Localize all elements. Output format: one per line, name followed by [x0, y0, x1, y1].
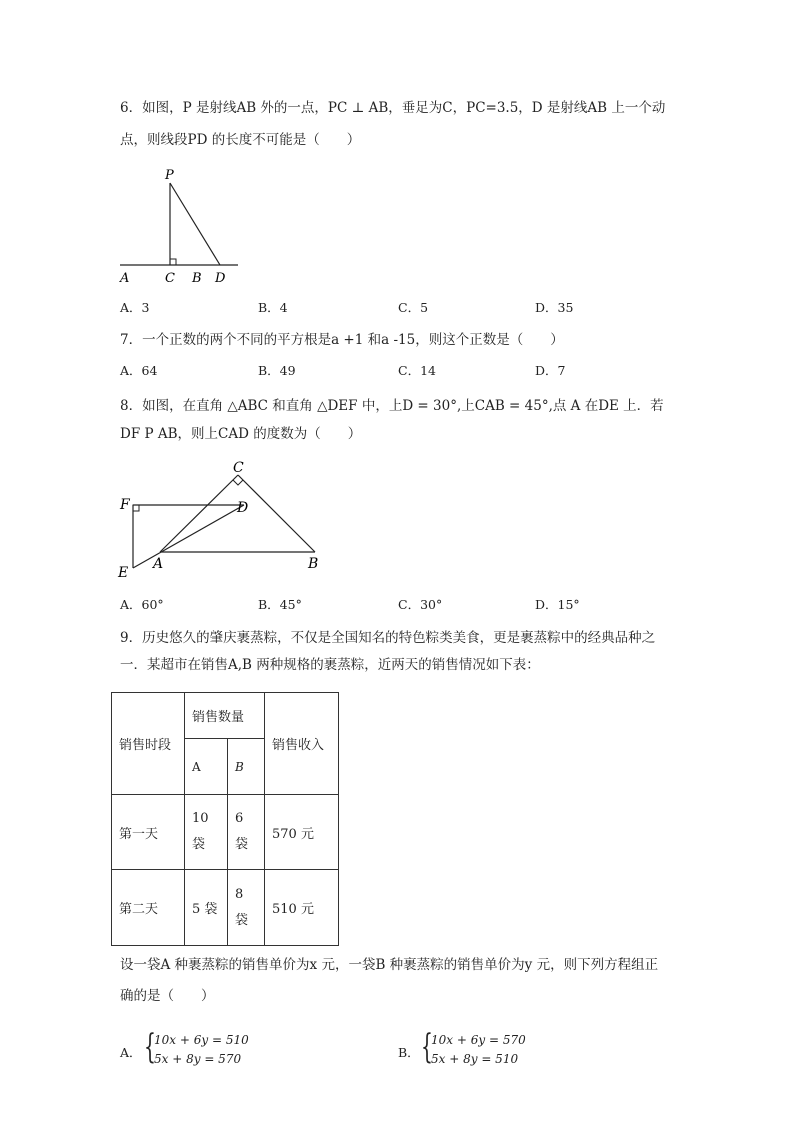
- q6-figure: [118, 165, 248, 290]
- cell-day1-label: 第一天: [112, 795, 185, 870]
- q6-label-d: D: [215, 271, 226, 286]
- cell-day2-income: 510 元: [265, 870, 339, 946]
- q6-option-a[interactable]: A．3: [120, 300, 150, 315]
- q6-text-line1: 6．如图，P 是射线AB 外的一点，PC ⊥ AB，垂足为C，PC=3.5，D 是射线AB 上一个动: [120, 100, 666, 116]
- q6-option-b[interactable]: B．4: [258, 300, 288, 315]
- q6-label-p: P: [165, 168, 174, 183]
- cell-day1-income: 570 元: [265, 795, 339, 870]
- cell-day2-b: 8 袋: [228, 870, 265, 946]
- q8-figure: [115, 458, 330, 583]
- q9-option-a-eq2: 5x + 8y = 570: [154, 1052, 242, 1066]
- q8-label-b: B: [308, 556, 319, 572]
- q8-label-d: D: [237, 500, 249, 516]
- q6-text-line2: 点，则线段PD 的长度不可能是（ ）: [120, 132, 361, 148]
- q7-text: 7．一个正数的两个不同的平方根是a +1 和a -15，则这个正数是（ ）: [120, 332, 564, 348]
- sales-table: [111, 692, 339, 946]
- q8-option-a[interactable]: A．60°: [120, 597, 164, 612]
- q7-option-b[interactable]: B．49: [258, 363, 296, 378]
- th-sales-quantity: 销售数量: [185, 693, 265, 739]
- cell-day1-b: 6 袋: [228, 795, 265, 870]
- th-type-b: B: [228, 739, 265, 795]
- q8-option-d[interactable]: D．15°: [535, 597, 580, 612]
- q9-text-line2: 一．某超市在销售A,B 两种规格的裹蒸粽，近两天的销售情况如下表：: [120, 657, 540, 673]
- q9-text-line4: 确的是（ ）: [120, 988, 215, 1004]
- q8-option-c[interactable]: C．30°: [398, 597, 443, 612]
- q8-text-line1: 8．如图，在直角 △ABC 和直角 △DEF 中，上D = 30°,上CAB = 45°,点 A 在DE 上．若: [120, 398, 664, 414]
- cell-day2-a: 5 袋: [185, 870, 228, 946]
- q7-option-a[interactable]: A．64: [120, 363, 158, 378]
- q8-text-line2: DF P AB，则上CAD 的度数为（ ）: [120, 426, 362, 442]
- q6-label-a: A: [120, 271, 130, 286]
- table-row: [112, 870, 339, 946]
- q9-option-b-label: B．: [398, 1045, 420, 1060]
- q8-option-b[interactable]: B．45°: [258, 597, 302, 612]
- q9-text-line3: 设一袋A 种裹蒸粽的销售单价为x 元，一袋B 种裹蒸粽的销售单价为y 元，则下列方程组正: [120, 957, 659, 973]
- q9-option-a-brace: {: [144, 1027, 156, 1067]
- q8-label-e: E: [118, 565, 129, 581]
- q6-label-b: B: [192, 271, 202, 286]
- cell-day1-a: 10 袋: [185, 795, 228, 870]
- q8-label-a: A: [153, 556, 164, 572]
- th-sales-income: 销售收入: [265, 693, 339, 795]
- q7-option-c[interactable]: C．14: [398, 363, 436, 378]
- q9-option-a-eq1: 10x + 6y = 510: [154, 1033, 249, 1047]
- q9-option-b-brace: {: [421, 1027, 433, 1067]
- q7-option-d[interactable]: D．7: [535, 363, 566, 378]
- q9-option-b-eq1: 10x + 6y = 570: [431, 1033, 526, 1047]
- q6-option-d[interactable]: D．35: [535, 300, 574, 315]
- q9-option-a-label: A．: [120, 1045, 142, 1060]
- th-sales-period: 销售时段: [112, 693, 185, 795]
- th-type-a: A: [185, 739, 228, 795]
- q8-label-c: C: [233, 460, 244, 476]
- q6-option-c[interactable]: C．5: [398, 300, 429, 315]
- table-row: [112, 795, 339, 870]
- q6-label-c: C: [165, 271, 175, 286]
- q9-option-b-eq2: 5x + 8y = 510: [431, 1052, 519, 1066]
- q8-label-f: F: [120, 497, 130, 513]
- cell-day2-label: 第二天: [112, 870, 185, 946]
- q9-text-line1: 9．历史悠久的肇庆裹蒸粽，不仅是全国知名的特色粽类美食，更是裹蒸粽中的经典品种之: [120, 630, 656, 646]
